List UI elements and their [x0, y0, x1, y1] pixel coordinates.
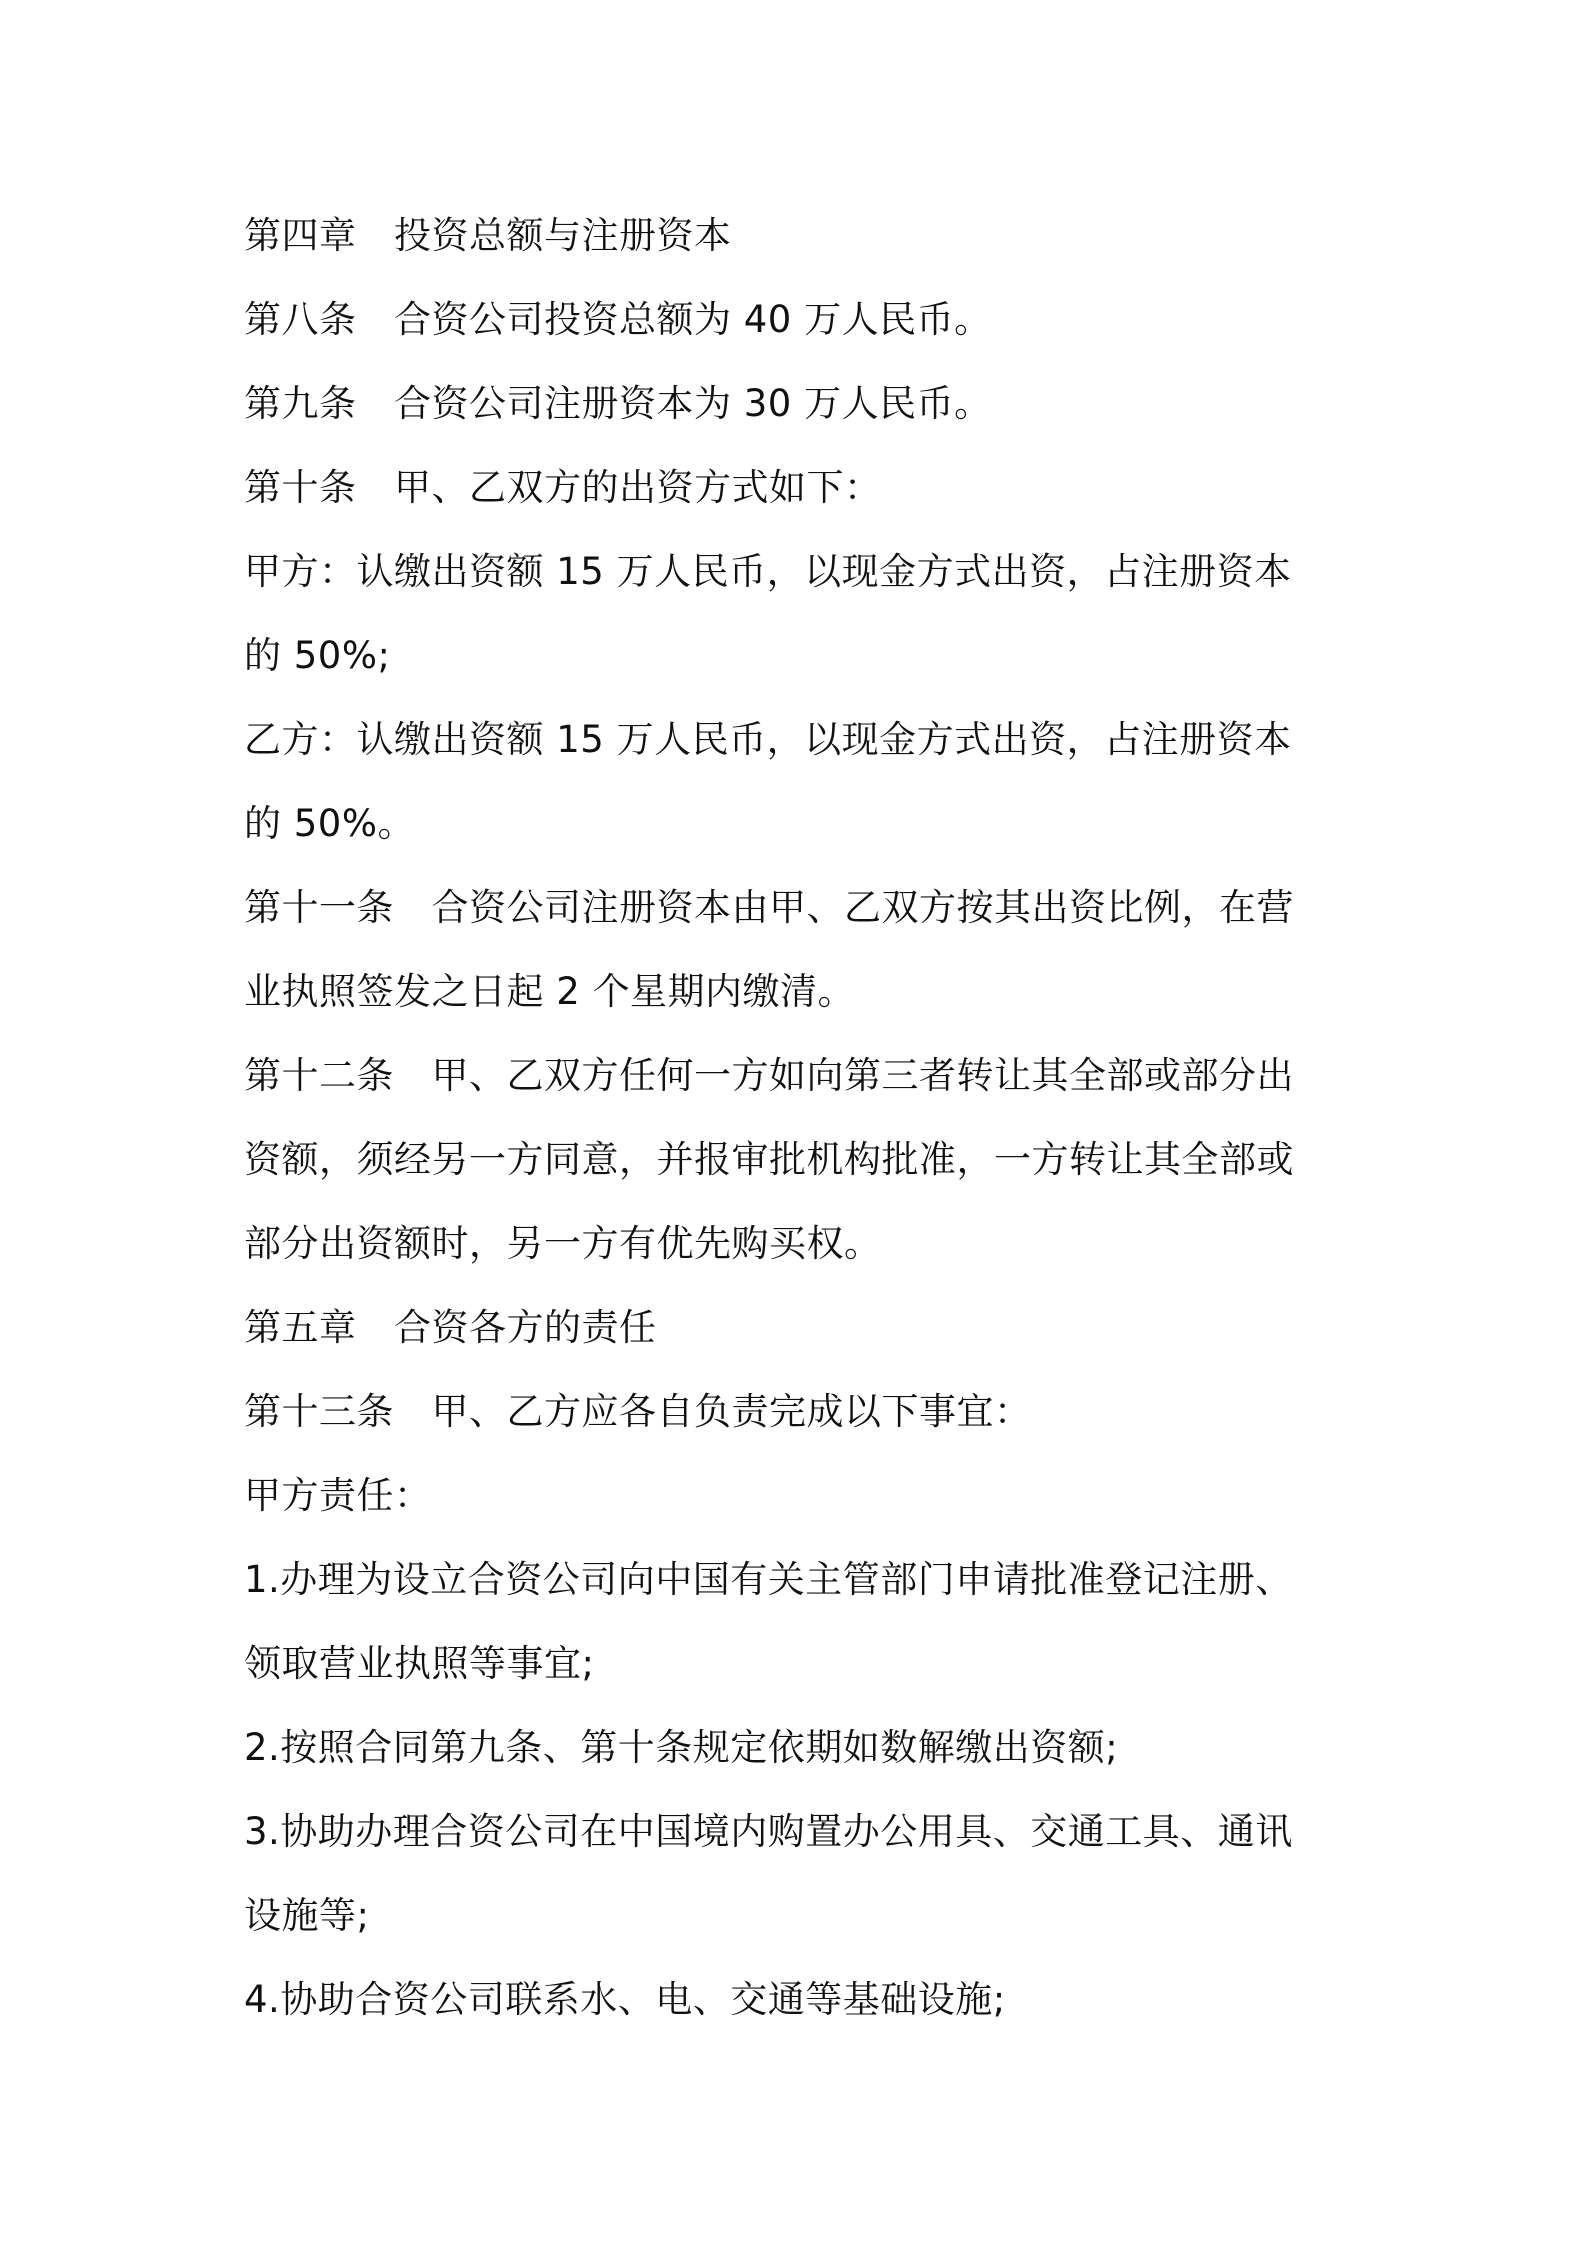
party-b-contribution-line-2: 的 50%。 — [244, 802, 415, 845]
article-13: 第十三条 甲、乙方应各自负责完成以下事宜： — [244, 1390, 1032, 1433]
party-a-contribution-line-2: 的 50%; — [244, 634, 391, 677]
article-12-line-3: 部分出资额时，另一方有优先购买权。 — [244, 1222, 882, 1265]
article-11-line-1: 第十一条 合资公司注册资本由甲、乙双方按其出资比例，在营 — [244, 886, 1294, 929]
party-b-contribution-line-1: 乙方：认缴出资额 15 万人民币，以现金方式出资，占注册资本 — [244, 718, 1292, 761]
responsibility-3-line-2: 设施等; — [244, 1894, 370, 1937]
article-10: 第十条 甲、乙双方的出资方式如下： — [244, 466, 882, 509]
article-12-line-1: 第十二条 甲、乙双方任何一方如向第三者转让其全部或部分出 — [244, 1054, 1294, 1097]
responsibility-3-line-1: 3.协助办理合资公司在中国境内购置办公用具、交通工具、通讯 — [244, 1810, 1293, 1853]
article-9: 第九条 合资公司注册资本为 30 万人民币。 — [244, 382, 992, 425]
chapter-4-heading: 第四章 投资总额与注册资本 — [244, 214, 732, 257]
responsibility-1-line-2: 领取营业执照等事宜; — [244, 1642, 595, 1685]
article-11-line-2: 业执照签发之日起 2 个星期内缴清。 — [244, 970, 856, 1013]
party-a-responsibilities-heading: 甲方责任： — [244, 1474, 432, 1517]
responsibility-2: 2.按照合同第九条、第十条规定依期如数解缴出资额; — [244, 1726, 1119, 1769]
responsibility-1-line-1: 1.办理为设立合资公司向中国有关主管部门申请批准登记注册、 — [244, 1558, 1293, 1601]
party-a-contribution-line-1: 甲方：认缴出资额 15 万人民币，以现金方式出资，占注册资本 — [244, 550, 1292, 593]
responsibility-4: 4.协助合资公司联系水、电、交通等基础设施; — [244, 1978, 1006, 2021]
document-page — [244, 194, 1354, 2042]
chapter-5-heading: 第五章 合资各方的责任 — [244, 1306, 657, 1349]
article-12-line-2: 资额，须经另一方同意，并报审批机构批准，一方转让其全部或 — [244, 1138, 1294, 1181]
article-8: 第八条 合资公司投资总额为 40 万人民币。 — [244, 298, 992, 341]
